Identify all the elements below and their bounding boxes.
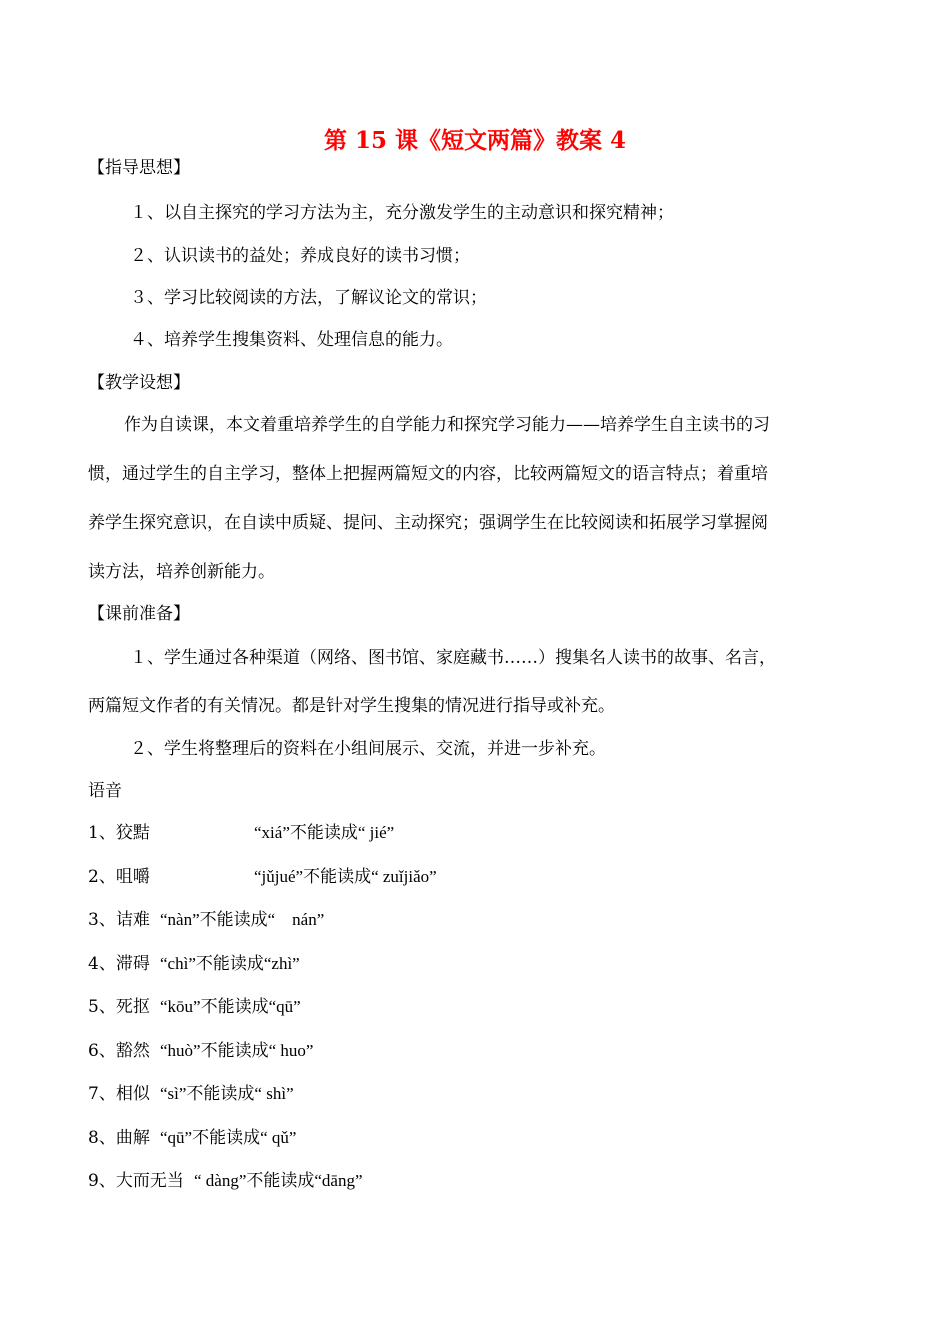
phonetic-item-note: “ dàng”不能读成“dāng”	[194, 1171, 363, 1190]
prep-paragraph-line: １、学生通过各种渠道（网络、图书馆、家庭藏书……）搜集名人读书的故事、名言，	[130, 648, 776, 668]
guiding-item: ４、培养学生搜集资料、处理信息的能力。	[130, 330, 453, 350]
prep-paragraph-line: ２、学生将整理后的资料在小组间展示、交流，并进一步补充。	[130, 739, 606, 759]
phonetic-item-label: 3、诘难	[88, 910, 150, 930]
phonetic-item-note: “sì”不能读成“ shì”	[160, 1084, 294, 1103]
phonetic-item-note: “jǔjué”不能读成“ zuǐjiǎo”	[254, 867, 437, 886]
design-paragraph-line: 作为自读课，本文着重培养学生的自学能力和探究学习能力——培养学生自主读书的习	[124, 415, 770, 435]
section-heading-guiding: 【指导思想】	[88, 158, 190, 178]
phonetic-item-label: 2、咀嚼	[88, 867, 150, 887]
phonetic-item-note: “huò”不能读成“ huo”	[160, 1041, 314, 1060]
section-heading-phonetics: 语音	[88, 781, 122, 801]
design-paragraph-line: 养学生探究意识，在自读中质疑、提问、主动探究；强调学生在比较阅读和拓展学习掌握阅	[88, 513, 768, 533]
guiding-item: １、以自主探究的学习方法为主，充分激发学生的主动意识和探究精神；	[130, 203, 674, 223]
phonetic-item-label: 6、豁然	[88, 1041, 150, 1061]
guiding-item: ３、学习比较阅读的方法，了解议论文的常识；	[130, 288, 487, 308]
guiding-item: ２、认识读书的益处；养成良好的读书习惯；	[130, 246, 470, 266]
phonetic-item-label: 7、相似	[88, 1084, 150, 1104]
phonetic-item-note: “qū”不能读成“ qǔ”	[160, 1128, 297, 1147]
phonetic-item-label: 4、滞碍	[88, 954, 150, 974]
prep-paragraph-line: 两篇短文作者的有关情况。都是针对学生搜集的情况进行指导或补充。	[88, 696, 615, 716]
page-title: 第 15 课《短文两篇》教案 4	[323, 127, 627, 154]
phonetic-item-note: “kōu”不能读成“qū”	[160, 997, 301, 1016]
phonetic-item-note: “nàn”不能读成“ nán”	[160, 910, 325, 929]
design-paragraph-line: 读方法，培养创新能力。	[88, 562, 275, 582]
phonetic-item-note: “chì”不能读成“zhì”	[160, 954, 300, 973]
phonetic-item-label: 9、大而无当	[88, 1171, 184, 1191]
phonetic-item-label: 8、曲解	[88, 1128, 150, 1148]
phonetic-item-label: 1、狡黠	[88, 823, 150, 843]
design-paragraph-line: 惯，通过学生的自主学习，整体上把握两篇短文的内容，比较两篇短文的语言特点；着重培	[88, 464, 768, 484]
section-heading-design: 【教学设想】	[88, 373, 190, 393]
section-heading-prep: 【课前准备】	[88, 604, 190, 624]
phonetic-item-note: “xiá”不能读成“ jié”	[254, 823, 395, 842]
phonetic-item-label: 5、死抠	[88, 997, 150, 1017]
